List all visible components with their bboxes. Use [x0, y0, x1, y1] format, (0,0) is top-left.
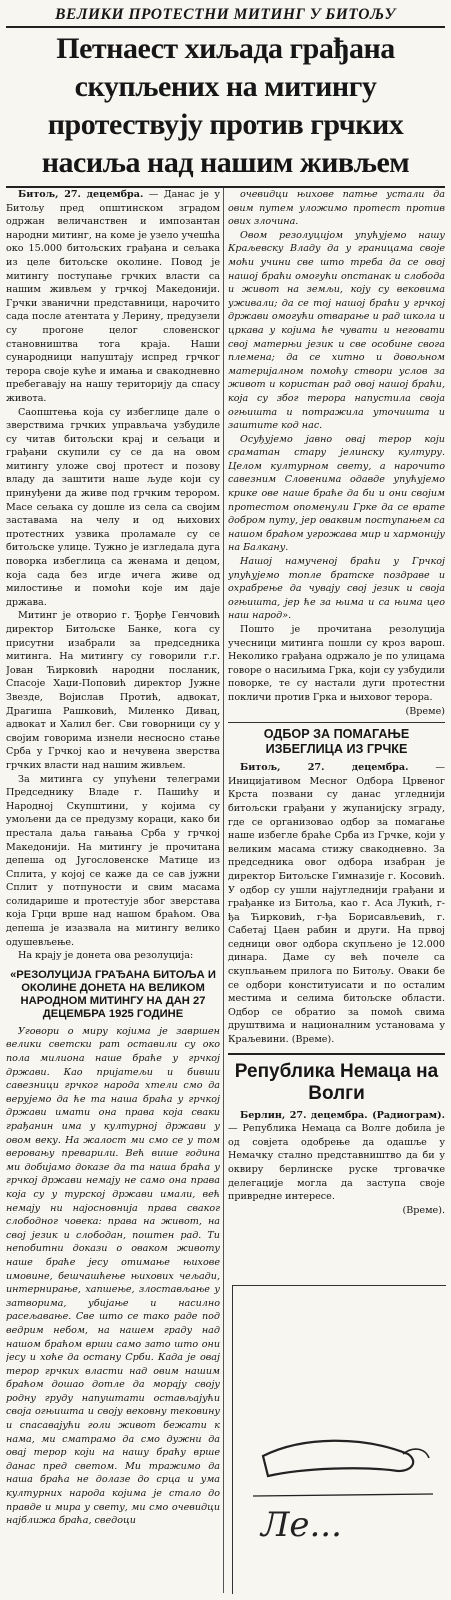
dateline: Битољ, 27. децембра.	[18, 189, 144, 200]
article-paragraph: Саопштења која су избеглице дале о зверствима грчких управљача узбудиле су читав битољски крај и сељаци и грађани скупили су се да на овом митингу уложе свој протест и позову владу да заштити наше људе који су принуђени да живе под грчким терором. Масе сељака су дошле из села са својим заставама на челу и од њихових протестних узвика проламале су се битољске улице. Тужно је изгледала дуга поворка избеглица са женама и децом, која сада без игде ичега живе од милостиње и помоћи које им даје држава.	[6, 406, 220, 608]
advertisement-illustration	[232, 1285, 446, 1594]
article-paragraph: Битољ, 27. децембра. — Иницијативом Месног Одбора Црвеног Крста позвани су данас угледнији битољски грађани у жупанијску зграду, где се организовао одбор за помагање наше избегле браће Срба из Грчке, који у великим масама стижу свакодневно. За председника овог одбора изабран је директор Битољске Гимназије г. Косовић. У одбор су ушли најугледнији грађани и грађанке из Битоља, као г. Аса Лукић, г-ђа Ћирковић, г-ђа Борисављевић, г. Сабетај Цаен рабин и други. На првој седници овог одбора скупљено је 12.000 динара. Даме су већ почеле са скупљањем прилога по Битољу. Оваки бе се одбори конституисати и по осталим местима и селима битољске области. Одбор се обратио за помоћ свима друштвима и националним установама у Краљевини. (Време).	[228, 762, 445, 1046]
resolution-text: Осуђујемо јавно овај терор који сраматан стару јелинску културу. Целом културном свету, а нарочито савезним Словенима одавде упућујемо крике ове наше браће да би и они својим протестом опоменули Грке да се врате добром путу, јер оваквим поступањем са нашом браћом угрожава мир и хармонију на Балкану.	[228, 433, 445, 554]
resolution-text: Нашој намученој браћи у Грчкој упућујемо топле братске поздраве и охрабрење да чувају свој језик и своја огњишта, јер ће за њима и са њима цео наш народ».	[228, 556, 445, 622]
right-column	[228, 188, 445, 1288]
article-paragraph: Пошто је прочитана резолуција учесници митинга пошли су кроз варош. Неколико грађана одржало је по улицама говоре о насиљима Грка, који су узбудили поворке, те су настали дуги протестни покличи против Грка и њиховог терора.	[228, 624, 445, 703]
source-credit: (Време)	[405, 705, 445, 717]
dateline: Берлин, 27. децембра. (Радиограм).	[240, 1109, 445, 1121]
resolution-text: Уговори о миру којима је завршен велики светски рат оставили су око пола милиона наше браће у грчкој држави. Као пријатељи и бивши савезници грчког народа хтели смо да верујемо да ће та наша браћа у грчкој држави имати она права која сваки грађанин има у културној држави у овом веку. На жалост ми смо се у том веровању преварили. Већ више година ми добијамо доказе да та наша браћа у грчкој држави немају не само она права која су у турској држави имали, већ немају ни најосновнија права сваког слободног човека: права на живот, на свој језик и слободан, поштен рад. Ти непобитни докази о оваком животу наше браће јесу отимање њихове имовине, бешчашћење њихових чељади, интернирање, хапшење, злостављање у затворима, убијање и насилно расељавање. Све што се тако раде под ведрим небом, на нашем граду над нашом браћом врши само зато што они јесу и хоће да остану Срби. Када је овај терор грчких власти над овим нашим браћом дошао дотле да морају своју родну груду напуштати остављајући своја огњишта и своју вековну тековину и спасавајући голи живот бежати к нама, ми сматрамо да смо дужни да овај терор који на нашу браћу врше данас пред светом. Ми тражимо да наша браћа не долазе до срца и ума културних народа којима је стало до правде и мира у свету, ми смо очевидци најближа браћа, сведоци	[6, 1025, 220, 1527]
left-column	[6, 188, 220, 1593]
source-credit: (Време).	[402, 1204, 445, 1216]
resolution-text: Овом резолуцијом упућујемо нашу Краљевску Владу да у границама своје моћи учини све што треба да се овој нашој браћи омогући опстанак и слобода и живот на земљи, коју су вековима уживали; да се тој нашој браћи у грчкој држави омогући отварање и рад школа и цркава у којима ће чувати и неговати свој матерњи језик и све особине свога племена; да се хитно и довољном материјалном помоћу створи услов за живот и користан рад овој нашој браћи, која су због терора напустила своја огњишта и потражила уточишта и заштите код нас.	[228, 229, 445, 432]
resolution-text: очевидци њихове патње устали да овим путем уложимо протест против ових злочина.	[228, 189, 445, 228]
main-headline: Петнаест хиљада грађана скупљених на митингу протествују против грчких насиља над нашим живљем	[6, 30, 445, 188]
article-paragraph: За митинга су упућени телеграми Председнику Владе г. Пашићу и Народној Скупштини, у којима су умољени да се предузму кораци, како би престала даља гањања Срба у грчкој Македонији. На митингу је прочитана депеша од Југословенске Матице из Сплита, у којој се каже да се сав јужни Сплит у потпуности и свим масама солидарише и протестује због зверстава која Грци врше над нашом браћом. Ова депеша је изазвала на митингу велико одушевљење.	[6, 773, 220, 948]
resolution-heading: «РЕЗОЛУЦИЈА ГРАЂАНА БИТОЉА И ОКОЛИНЕ ДОНЕТА НА ВЕЛИКОМ НАРОДНОМ МИТИНГУ НА ДАН 27 ДЕЦЕМБРА 1925 ГОДИНЕ	[10, 968, 216, 1020]
refugee-committee-heading: ОДБОР ЗА ПОМАГАЊЕ ИЗБЕГЛИЦА ИЗ ГРЧКЕ	[228, 722, 445, 757]
article-paragraph: На крају је донета ова резолуција:	[18, 950, 194, 962]
dateline: Битољ, 27. децембра.	[240, 762, 409, 774]
article-paragraph: Берлин, 27. децембра. (Радиограм). — Република Немаца са Волге добила је од совјета одобрење да одашље у Немачку стално представништво да би у оквиру берлинске руске трговачке делегације могла да заступа своје привредне интересе.	[228, 1109, 445, 1203]
article-paragraph: Битољ, 27. децембра. — Данас је у Битољу пред општинском зградом одржан величанствен и импозантан народни митинг, на коме је узело учешћа око 15.000 битољских грађана и сељака из целе битољске околине. Повод је митингу поступање грчких власти са нашим живљем у грчкој Македонији. Грчки званични представници, нарочито сада после атентата у Лерину, предузели су прогоне целог словенског становништва тога краја. Наши сународници напуштају испред грчког терора своје куће и имања и свакодневно пребегавају на нашу територију да спасу живота.	[6, 189, 220, 404]
volga-republic-heading: Република Немаца на Волги	[228, 1053, 445, 1105]
ad-sketch-graphic	[233, 1286, 446, 1594]
ad-lettering: Ле...	[261, 1505, 342, 1545]
article-paragraph: Митинг је отворио г. Ђорђе Генчовић директор Битољске Банке, кога су присутни изабрали за председника митинга. На митингу су говорили г.г. Јован Ћирковић народни посланик, Спасоје Хаџи-Поповић директор Јужне Звезде, Војислав Протић, адвокат, Драгиша Рашковић, Миленко Дивац, адвокат и Халил бег. Сви говорници су у својим говорима изнели несносно стање Срба у Грчкој као и нечувена зверства грчких власти над нашим живљем.	[6, 610, 220, 771]
column-divider	[223, 188, 224, 1593]
section-kicker: ВЕЛИКИ ПРОТЕСТНИ МИТИНГ У БИТОЉУ	[6, 4, 445, 28]
